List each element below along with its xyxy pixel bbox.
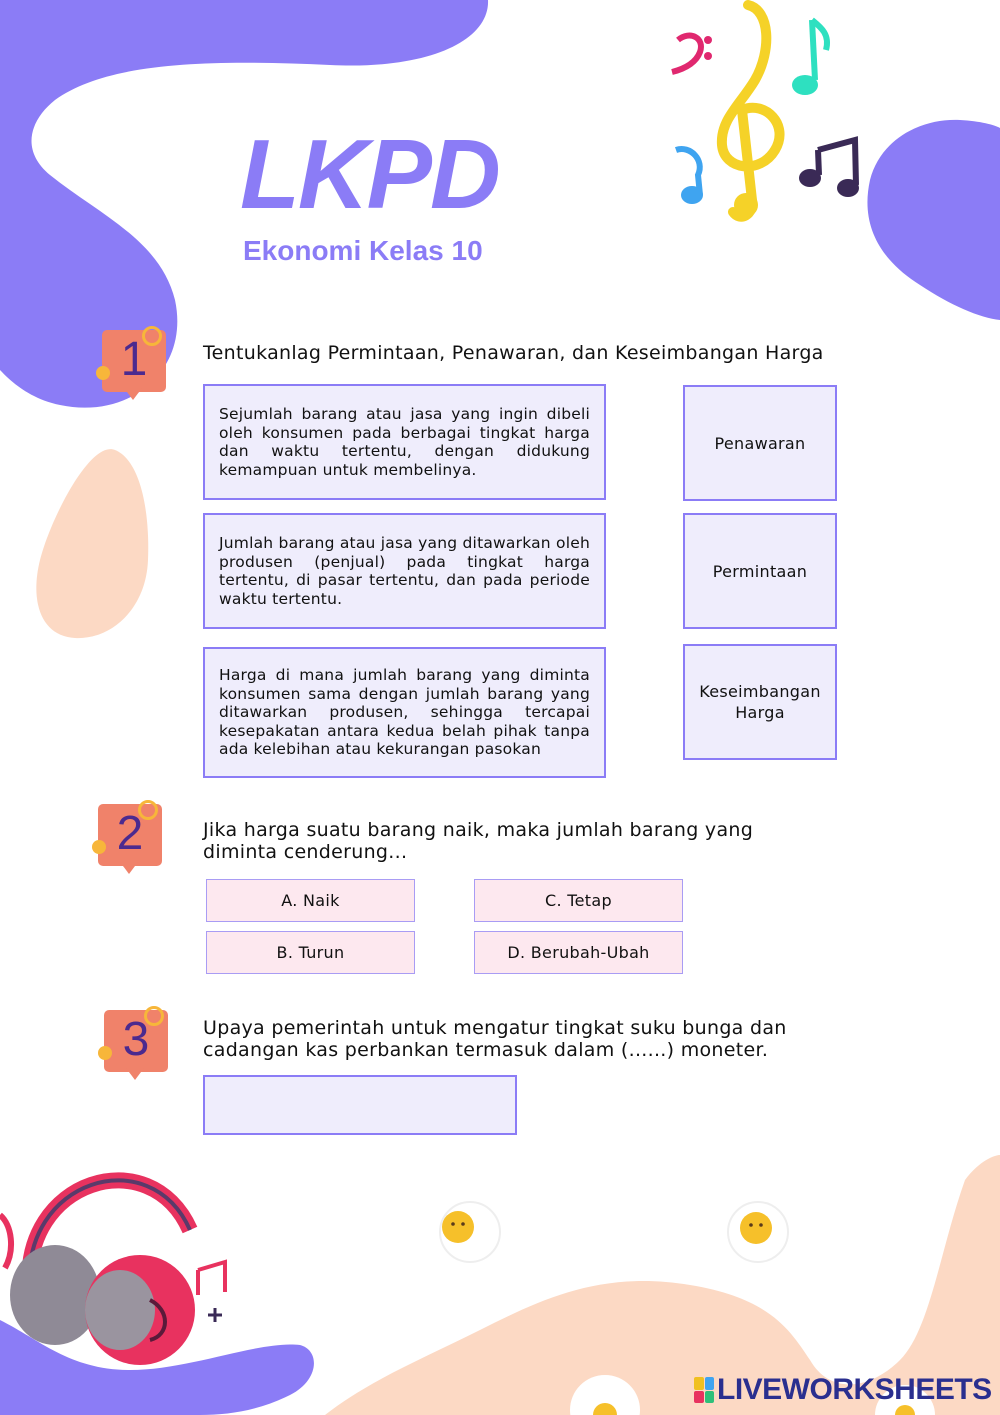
definition-text: Sejumlah barang atau jasa yang ingin dibeli oleh konsumen pada berbagai tingkat harga dan waktu tertentu, dengan didukung kemampuan untuk membelinya. xyxy=(219,405,590,479)
music-notes-icon xyxy=(672,5,859,217)
answer-input[interactable] xyxy=(203,1075,517,1135)
option-c[interactable]: C. Tetap xyxy=(474,879,683,922)
page-subtitle: Ekonomi Kelas 10 xyxy=(243,235,483,266)
purple-blob-right xyxy=(867,120,1000,320)
liveworksheets-logo xyxy=(694,1373,992,1407)
option-d[interactable]: D. Berubah-Ubah xyxy=(474,931,683,974)
question-1-text: Tentukanlag Permintaan, Penawaran, dan Keseimbangan Harga xyxy=(203,342,824,364)
question-2-text: Jika harga suatu barang naik, maka jumlah barang yang diminta cenderung... xyxy=(203,819,754,863)
headphones-icon xyxy=(0,1180,225,1365)
question-3-text: Upaya pemerintah untuk mengatur tingkat suku bunga dan cadangan kas perbankan termasuk dalam (......) moneter. xyxy=(203,1017,787,1061)
definition-text: Jumlah barang atau jasa yang ditawarkan oleh produsen (penjual) pada tingkat harga tertentu, di pasar tertentu, dan pada periode waktu tertentu. xyxy=(219,534,590,608)
question-3-badge xyxy=(98,1006,172,1080)
page-title: LKPD xyxy=(240,119,499,229)
term-box-penawaran[interactable]: Penawaran xyxy=(683,385,837,501)
definition-box-1 xyxy=(203,384,606,500)
question-number: 1 xyxy=(120,333,148,386)
definition-text: Harga di mana jumlah barang yang diminta konsumen sama dengan jumlah barang yang ditawarkan produsen, sehingga tercapai kesepakatan antara kedua belah pihak tanpa ada kelebihan atau kekurangan pasokan xyxy=(219,666,590,759)
term-box-permintaan[interactable]: Permintaan xyxy=(683,513,837,629)
brand-name: LIVEWORKSHEETS xyxy=(717,1373,992,1406)
option-a[interactable]: A. Naik xyxy=(206,879,415,922)
question-number: 3 xyxy=(122,1013,150,1066)
question-1-badge xyxy=(96,326,170,400)
question-number: 2 xyxy=(116,807,144,860)
option-b[interactable]: B. Turun xyxy=(206,931,415,974)
term-box-keseimbangan-harga[interactable]: Keseimbangan Harga xyxy=(683,644,837,760)
liveworksheets-logo-icon xyxy=(694,1377,714,1403)
question-2-badge xyxy=(92,800,166,874)
peach-blob-left xyxy=(36,449,148,638)
definition-box-2 xyxy=(203,513,606,629)
definition-box-3 xyxy=(203,647,606,778)
